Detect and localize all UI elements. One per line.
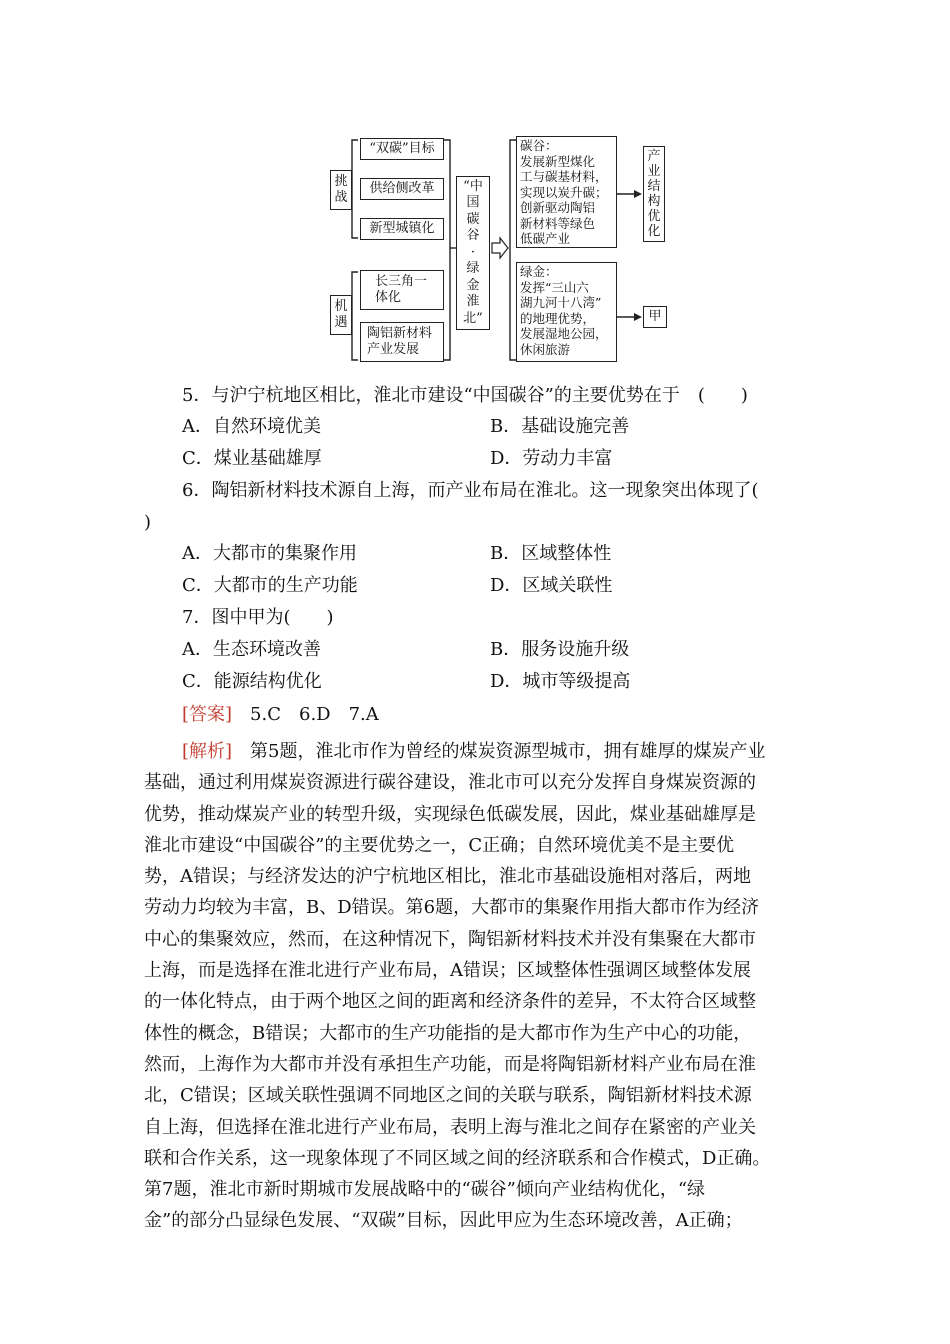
challenge-urbanization bbox=[360, 218, 444, 240]
result-char: 结 bbox=[647, 179, 661, 194]
flow-diagram bbox=[0, 0, 950, 380]
explanation-line: 自上海，但选择在淮北进行产业布局，表明上海与淮北之间存在紧密的产业关 bbox=[144, 1116, 756, 1138]
explanation-line: 优势，推动煤炭产业的转型升级，实现绿色低碳发展，因此，煤业基础雄厚是 bbox=[144, 803, 756, 825]
opportunity-text: 陶铝新材料产业发展 bbox=[367, 326, 433, 357]
center-char: 淮 bbox=[466, 294, 480, 310]
question-6-option-c: C．大都市的生产功能 bbox=[182, 575, 358, 596]
carbon-valley-line: 工与碳基材料， bbox=[520, 169, 608, 184]
answer-text: 5.C 6.D 7.A bbox=[232, 704, 379, 725]
explanation-tag: [解析] bbox=[182, 741, 233, 762]
green-gold-line: 发挥“三山六 bbox=[520, 279, 589, 295]
question-7-option-b: B．服务设施升级 bbox=[490, 639, 630, 660]
explanation-line: 联和合作关系，这一现象体现了不同区域之间的经济联系和合作模式，D正确。 bbox=[144, 1147, 771, 1169]
question-6-stem-continuation: ) bbox=[144, 512, 152, 533]
question-6-stem: 6．陶铝新材料技术源自上海，而产业布局在淮北。这一现象突出体现了( bbox=[182, 480, 759, 501]
question-6-option-b: B．区域整体性 bbox=[490, 543, 612, 564]
question-5-option-c: C．煤业基础雄厚 bbox=[182, 448, 322, 469]
explanation bbox=[144, 736, 824, 1237]
center-char: 金 bbox=[466, 277, 480, 293]
question-5-option-a: A．自然环境优美 bbox=[182, 416, 321, 437]
arrow-head-icon bbox=[634, 190, 642, 198]
explanation-line: 北，C错误；区域关联性强调不同地区之间的关联与联系，陶铝新材料技术源 bbox=[144, 1085, 752, 1107]
explanation-line: 基础，通过利用煤炭资源进行碳谷建设，淮北市可以充分发挥自身煤炭资源的 bbox=[144, 772, 756, 794]
result-char: 优 bbox=[647, 209, 661, 224]
explanation-line: 势，A错误；与经济发达的沪宁杭地区相比，淮北市基础设施相对落后，两地 bbox=[144, 866, 751, 888]
challenge-label-char: 战 bbox=[334, 190, 348, 205]
result-industrial-structure-box bbox=[643, 146, 665, 242]
explanation-line bbox=[144, 736, 824, 767]
center-char: 国 bbox=[466, 195, 480, 211]
question-7-stem: 7．图中甲为( ) bbox=[182, 607, 334, 628]
challenge-supply-reform bbox=[360, 178, 444, 200]
question-7-option-c: C．能源结构优化 bbox=[182, 671, 322, 692]
explanation-line: 第7题，淮北市新时期城市发展战略中的“碳谷”倾向产业结构优化，“绿 bbox=[144, 1179, 706, 1201]
green-gold-line: 休闲旅游 bbox=[520, 341, 571, 357]
green-gold-box bbox=[516, 262, 617, 362]
opportunity-ceramic-aluminum bbox=[360, 322, 444, 362]
center-char: 碳 bbox=[466, 211, 480, 227]
challenge-text: 供给侧改革 bbox=[369, 181, 435, 196]
arrow-head-icon bbox=[634, 313, 642, 321]
explanation-line: 体性的概念，B错误；大都市的生产功能指的是大都市作为生产中心的功能， bbox=[144, 1022, 752, 1044]
opportunity-label-char: 遇 bbox=[334, 315, 348, 330]
green-gold-line: 发展湿地公园， bbox=[520, 326, 608, 341]
challenge-label bbox=[330, 170, 352, 210]
carbon-valley-line: 发展新型煤化 bbox=[520, 153, 596, 169]
green-gold-line: 湖九河十八湾” bbox=[520, 295, 602, 310]
opportunity-label bbox=[330, 295, 352, 335]
center-slogan-box bbox=[456, 176, 490, 330]
carbon-valley-box bbox=[516, 136, 617, 248]
explanation-line: 劳动力均较为丰富，B、D错误。第6题，大都市的集聚作用指大都市作为经济 bbox=[144, 897, 760, 919]
explanation-line: 然而，上海作为大都市并没有承担生产功能，而是将陶铝新材料产业布局在淮 bbox=[144, 1053, 756, 1075]
carbon-valley-line: 低碳产业 bbox=[520, 231, 571, 246]
question-7-option-d: D．城市等级提高 bbox=[490, 671, 631, 692]
result-char: 产 bbox=[647, 149, 661, 164]
carbon-valley-line: 新材料等绿色 bbox=[520, 215, 596, 231]
opportunity-label-char: 机 bbox=[334, 299, 348, 314]
challenge-double-carbon bbox=[360, 138, 444, 160]
center-char: 北” bbox=[463, 310, 483, 326]
challenge-text: 新型城镇化 bbox=[369, 221, 435, 236]
result-char: 业 bbox=[647, 164, 661, 179]
explanation-line: 中心的集聚效应，然而，在这种情况下，陶铝新材料技术并没有集聚在大都市 bbox=[144, 928, 756, 950]
answer-tag: [答案] bbox=[182, 704, 233, 725]
hollow-arrow-icon bbox=[492, 238, 508, 258]
result-jia-text: 甲 bbox=[648, 309, 662, 324]
question-6-option-d: D．区域关联性 bbox=[490, 575, 613, 596]
explanation-line: 淮北市建设“中国碳谷”的主要优势之一，C正确；自然环境优美不是主要优 bbox=[144, 834, 735, 856]
explanation-line: 上海，而是选择在淮北进行产业布局，A错误；区域整体性强调区域整体发展 bbox=[144, 960, 751, 982]
answer-line bbox=[182, 702, 379, 728]
result-char: 化 bbox=[647, 224, 661, 239]
question-7-option-a: A．生态环境改善 bbox=[182, 639, 321, 660]
question-6-option-a: A．大都市的集聚作用 bbox=[182, 543, 357, 564]
center-char: 谷 bbox=[466, 228, 480, 244]
question-5-stem: 5．与沪宁杭地区相比，淮北市建设“中国碳谷”的主要优势在于 ( ) bbox=[182, 385, 748, 406]
explanation-line: 金”的部分凸显绿色发展、“双碳”目标，因此甲应为生态环境改善，A正确； bbox=[144, 1210, 743, 1232]
green-gold-line: 绿金： bbox=[520, 264, 558, 279]
question-5-option-d: D．劳动力丰富 bbox=[490, 448, 613, 469]
center-char: “中 bbox=[463, 178, 483, 194]
result-char: 构 bbox=[647, 194, 661, 209]
center-char: · bbox=[470, 244, 476, 260]
explanation-line: 的一体化特点，由于两个地区之间的距离和经济条件的差异，不太符合区域整 bbox=[144, 991, 756, 1013]
opportunity-text: 长三角一体化 bbox=[375, 274, 428, 305]
question-5-option-b: B．基础设施完善 bbox=[490, 416, 630, 437]
green-gold-line: 的地理优势， bbox=[520, 310, 596, 326]
carbon-valley-line: 实现以炭升碳； bbox=[520, 184, 608, 200]
challenge-text: “双碳”目标 bbox=[369, 141, 435, 156]
center-char: 绿 bbox=[466, 261, 480, 277]
challenge-label-char: 挑 bbox=[334, 174, 348, 189]
carbon-valley-line: 碳谷： bbox=[520, 138, 558, 153]
carbon-valley-line: 创新驱动陶铝 bbox=[520, 200, 596, 215]
opportunity-yrd-integration bbox=[360, 270, 444, 310]
result-jia-box bbox=[643, 306, 667, 328]
explanation-text: 第5题，淮北市作为曾经的煤炭资源型城市，拥有雄厚的煤炭产业 bbox=[232, 741, 766, 762]
